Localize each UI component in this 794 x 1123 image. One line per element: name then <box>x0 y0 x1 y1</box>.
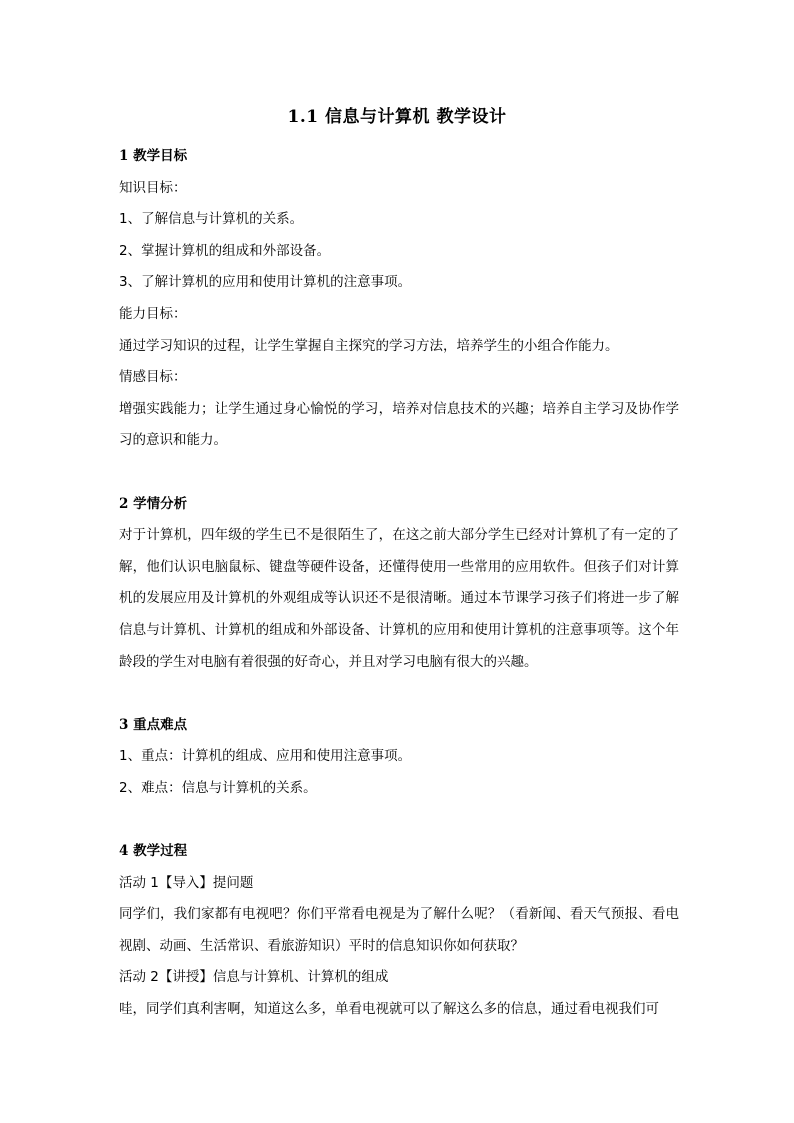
section-number: 2 <box>119 495 129 512</box>
activity-1-text: 同学们，我们家都有电视吧？你们平常看电视是为了解什么呢？（看新闻、看天气预报、看电视剧、动画、生活常识、看旅游知识）平时的信息知识你如何获取？ <box>119 906 679 954</box>
section-heading-teaching-goals <box>119 141 679 173</box>
section-heading-key-points <box>119 710 679 742</box>
activity-2-text: 哇，同学们真利害啊，知道这么多，单看电视就可以了解这么多的信息，通过看电视我们可 <box>119 1001 659 1018</box>
activity-1-title: 活动 1【导入】提问题 <box>119 874 254 891</box>
student-analysis-text: 对于计算机，四年级的学生已不是很陌生了，在这之前大部分学生已经对计算机了有一定的了解，他们认识电脑鼠标、键盘等硬件设备，还懂得使用一些常用的应用软件。但孩子们对计算机的发展应用及计算机的外观组成等认识还不是很清晰。通过本节课学习孩子们将进一步了解信息与计算机、计算机的组成和外部设备、计算机的应用和使用计算机的注意事项等。这个年龄段的学生对电脑有着很强的好奇心，并且对学习电脑有很大的兴趣。 <box>119 527 679 670</box>
key-point-item: 2、难点：信息与计算机的关系。 <box>119 779 317 796</box>
section-title: 教学过程 <box>133 843 188 860</box>
knowledge-goal-item: 3、了解计算机的应用和使用计算机的注意事项。 <box>119 274 412 291</box>
document-body <box>119 141 679 1026</box>
section-spacer <box>119 678 679 710</box>
ability-goals-text: 通过学习知识的过程，让学生掌握自主探究的学习方法，培养学生的小组合作能力。 <box>119 337 619 354</box>
section-title: 重点难点 <box>133 716 188 733</box>
key-point-item: 1、重点：计算机的组成、应用和使用注意事项。 <box>119 748 412 765</box>
section-heading-teaching-process <box>119 836 679 868</box>
knowledge-goal-item: 2、掌握计算机的组成和外部设备。 <box>119 242 331 259</box>
knowledge-goals-label: 知识目标： <box>119 179 187 196</box>
section-number: 3 <box>119 716 129 733</box>
section-heading-student-analysis <box>119 489 679 521</box>
section-title: 学情分析 <box>133 495 188 512</box>
section-number: 4 <box>119 843 129 860</box>
document-title: 1.1 信息与计算机 教学设计 <box>287 107 507 127</box>
emotion-goals-text: 增强实践能力；让学生通过身心愉悦的学习，培养对信息技术的兴趣；培养自主学习及协作学习的意识和能力。 <box>119 400 679 449</box>
emotion-goals-label: 情感目标： <box>119 369 187 386</box>
activity-2-title: 活动 2【讲授】信息与计算机、计算机的组成 <box>119 969 389 986</box>
section-number: 1 <box>119 148 129 164</box>
section-title: 教学目标 <box>133 148 188 164</box>
knowledge-goal-item: 1、了解信息与计算机的关系。 <box>119 211 304 228</box>
section-spacer <box>119 457 679 489</box>
ability-goals-label: 能力目标： <box>119 305 187 322</box>
section-spacer <box>119 804 679 836</box>
